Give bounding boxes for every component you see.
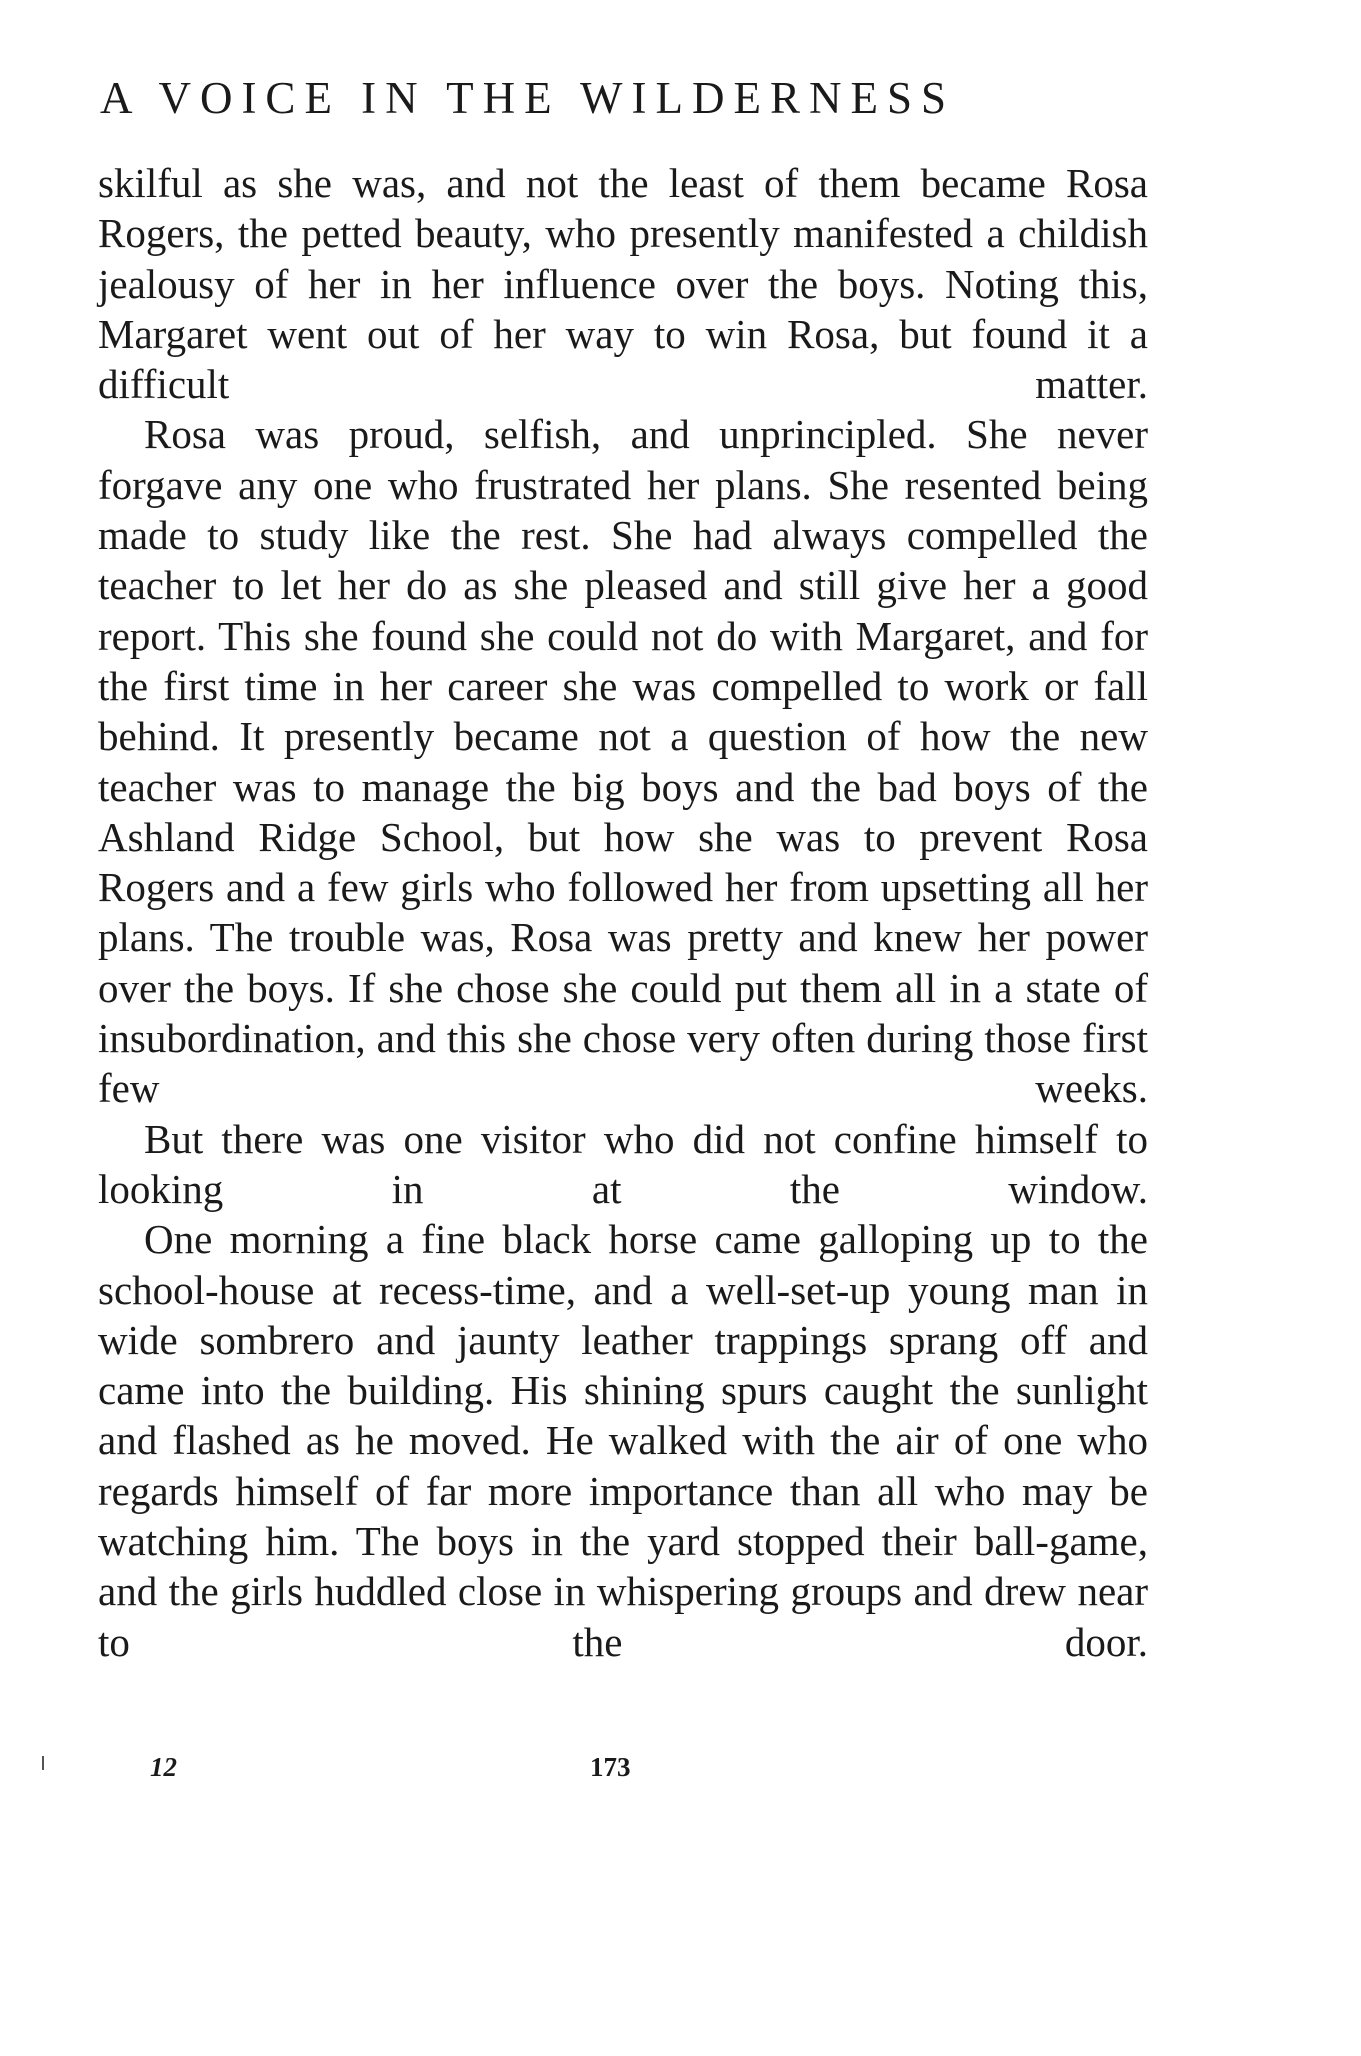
margin-mark: [42, 1756, 44, 1770]
paragraph-visitor: But there was one visitor who did not confine himself to looking in at the window.: [98, 1115, 1148, 1212]
page-number: 173: [590, 1752, 631, 1782]
paragraph-continuation: skilful as she was, and not the least of them became Rosa Rogers, the petted beauty, who presently manifested a childish jealousy of her in her influence over the boys. Noting this, Margaret went out of her way to win Rosa, but found it a difficult matter.: [98, 160, 1148, 408]
body-text: [98, 158, 1148, 1667]
paragraph-horseman: One morning a fine black horse came galloping up to the school-house at recess-time, and a well-set-up young man in wide sombrero and jaunty leather trappings sprang off and came into the building. His shining spurs caught the sunlight and flashed as he moved. He walked with the air of one who regards himself of far more importance than all who may be watching him. The boys in the yard stopped their ball-game, and the girls huddled close in whispering groups and drew near to the door.: [98, 1216, 1148, 1665]
running-head: A VOICE IN THE WILDERNESS: [100, 73, 955, 123]
paragraph-rosa: Rosa was proud, selfish, and unprincipled. She never forgave any one who frustrated her plans. She resented being made to study like the rest. She had always compelled the teacher to let her do as she pleased and still give her a good report. This she found she could not do with Margaret, and for the first time in her career she was compelled to work or fall behind. It presently became not a question of how the new teacher was to manage the big boys and the bad boys of the Ashland Ridge School, but how she was to prevent Rosa Rogers and a few girls who followed her from upsetting all her plans. The trouble was, Rosa was pretty and knew her power over the boys. If she chose she could put them all in a state of insubordination, and this she chose very often during those first few weeks.: [98, 411, 1148, 1112]
signature-mark: 12: [150, 1752, 177, 1782]
